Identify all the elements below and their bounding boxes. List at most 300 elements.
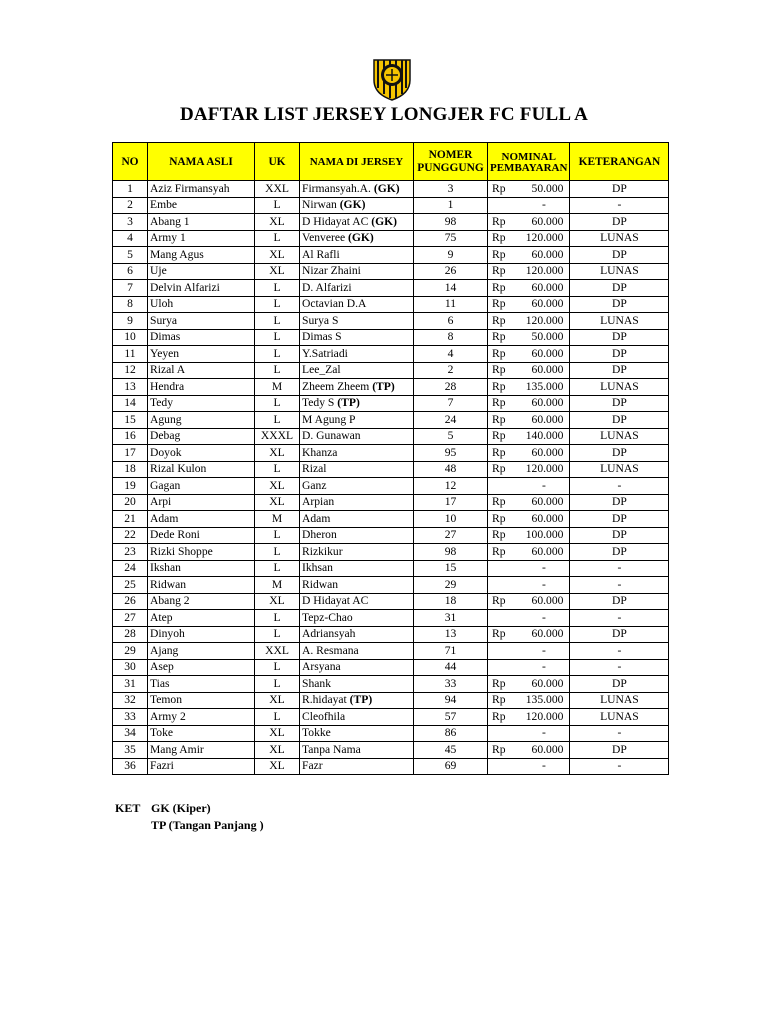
cell-currency: Rp bbox=[488, 362, 517, 379]
col-header-nomer-punggung: NOMER PUNGGUNG bbox=[414, 143, 488, 181]
cell-nama-jersey bbox=[300, 445, 414, 462]
cell-nama-jersey bbox=[300, 247, 414, 264]
jersey-name: Dimas S bbox=[302, 330, 342, 344]
cell-uk: L bbox=[255, 296, 300, 313]
cell-keterangan: DP bbox=[570, 412, 669, 429]
cell-keterangan: DP bbox=[570, 593, 669, 610]
jersey-name: Octavian D.A bbox=[302, 297, 367, 311]
cell-nomer: 44 bbox=[414, 659, 488, 676]
cell-no: 33 bbox=[113, 709, 148, 726]
cell-no: 2 bbox=[113, 197, 148, 214]
cell-nama-jersey bbox=[300, 593, 414, 610]
col-header-no: NO bbox=[113, 143, 148, 181]
cell-nama-jersey bbox=[300, 643, 414, 660]
table-row bbox=[113, 296, 669, 313]
cell-nomer: 95 bbox=[414, 445, 488, 462]
cell-currency: Rp bbox=[488, 296, 517, 313]
cell-keterangan: DP bbox=[570, 329, 669, 346]
cell-nomer: 75 bbox=[414, 230, 488, 247]
cell-currency bbox=[488, 478, 517, 495]
jersey-name: Venveree bbox=[302, 231, 346, 245]
jersey-name: D. Gunawan bbox=[302, 429, 361, 443]
cell-nama-jersey bbox=[300, 214, 414, 231]
cell-currency bbox=[488, 725, 517, 742]
cell-currency: Rp bbox=[488, 263, 517, 280]
cell-currency: Rp bbox=[488, 346, 517, 363]
jersey-name: Ganz bbox=[302, 478, 327, 492]
cell-nama-jersey bbox=[300, 428, 414, 445]
cell-keterangan: DP bbox=[570, 445, 669, 462]
cell-nama-asli: Abang 1 bbox=[148, 214, 255, 231]
table-row bbox=[113, 709, 669, 726]
cell-no: 30 bbox=[113, 659, 148, 676]
cell-nama-jersey bbox=[300, 395, 414, 412]
table-row bbox=[113, 247, 669, 264]
jersey-name: Rizal bbox=[302, 462, 327, 476]
jersey-name: Rizkikur bbox=[302, 544, 343, 558]
cell-keterangan: DP bbox=[570, 280, 669, 297]
legend-item: GK (Kiper) bbox=[151, 801, 211, 815]
cell-no: 1 bbox=[113, 181, 148, 198]
cell-uk: L bbox=[255, 313, 300, 330]
cell-no: 3 bbox=[113, 214, 148, 231]
cell-currency bbox=[488, 577, 517, 594]
cell-currency bbox=[488, 643, 517, 660]
cell-nominal: 60.000 bbox=[516, 511, 570, 528]
table-row bbox=[113, 593, 669, 610]
cell-uk: L bbox=[255, 362, 300, 379]
cell-uk: XL bbox=[255, 214, 300, 231]
jersey-name: Ikhsan bbox=[302, 561, 333, 575]
table-row bbox=[113, 379, 669, 396]
cell-nama-asli: Fazri bbox=[148, 758, 255, 775]
cell-uk: XL bbox=[255, 478, 300, 495]
cell-currency: Rp bbox=[488, 230, 517, 247]
cell-nama-asli: Delvin Alfarizi bbox=[148, 280, 255, 297]
cell-nominal: 120.000 bbox=[516, 263, 570, 280]
cell-keterangan: - bbox=[570, 560, 669, 577]
jersey-name: Ridwan bbox=[302, 577, 339, 591]
cell-uk: L bbox=[255, 626, 300, 643]
position-tag: (TP) bbox=[372, 379, 395, 393]
cell-nama-asli: Tedy bbox=[148, 395, 255, 412]
cell-nominal: 120.000 bbox=[516, 313, 570, 330]
cell-keterangan: DP bbox=[570, 395, 669, 412]
cell-uk: L bbox=[255, 527, 300, 544]
cell-nominal: 60.000 bbox=[516, 346, 570, 363]
cell-currency: Rp bbox=[488, 676, 517, 693]
cell-nama-jersey bbox=[300, 362, 414, 379]
cell-currency: Rp bbox=[488, 247, 517, 264]
cell-nominal: 60.000 bbox=[516, 626, 570, 643]
table-row bbox=[113, 758, 669, 775]
cell-currency: Rp bbox=[488, 379, 517, 396]
jersey-name: Shank bbox=[302, 676, 331, 690]
table-row bbox=[113, 280, 669, 297]
table-row bbox=[113, 346, 669, 363]
table-row bbox=[113, 428, 669, 445]
cell-nama-jersey bbox=[300, 659, 414, 676]
cell-currency: Rp bbox=[488, 214, 517, 231]
jersey-name: Cleofhila bbox=[302, 709, 346, 723]
table-row bbox=[113, 494, 669, 511]
jersey-name: Arsyana bbox=[302, 660, 341, 674]
cell-nominal: - bbox=[516, 197, 570, 214]
cell-nominal: 120.000 bbox=[516, 461, 570, 478]
cell-keterangan: DP bbox=[570, 181, 669, 198]
jersey-name: Firmansyah.A. bbox=[302, 181, 371, 195]
cell-nomer: 27 bbox=[414, 527, 488, 544]
jersey-name: D Hidayat AC bbox=[302, 594, 369, 608]
cell-keterangan: DP bbox=[570, 742, 669, 759]
cell-nominal: - bbox=[516, 725, 570, 742]
cell-nominal: 60.000 bbox=[516, 412, 570, 429]
cell-keterangan: DP bbox=[570, 626, 669, 643]
jersey-name: Zheem Zheem bbox=[302, 379, 370, 393]
cell-nama-asli: Army 1 bbox=[148, 230, 255, 247]
table-row bbox=[113, 560, 669, 577]
table-row bbox=[113, 544, 669, 561]
jersey-name: Y.Satriadi bbox=[302, 346, 348, 360]
table-row bbox=[113, 461, 669, 478]
cell-nominal: - bbox=[516, 758, 570, 775]
cell-nama-asli: Dede Roni bbox=[148, 527, 255, 544]
cell-nomer: 8 bbox=[414, 329, 488, 346]
cell-no: 15 bbox=[113, 412, 148, 429]
cell-nominal: 60.000 bbox=[516, 280, 570, 297]
table-row bbox=[113, 659, 669, 676]
cell-keterangan: - bbox=[570, 577, 669, 594]
jersey-name: M Agung P bbox=[302, 412, 356, 426]
cell-nominal: 60.000 bbox=[516, 494, 570, 511]
cell-nominal: - bbox=[516, 643, 570, 660]
cell-no: 5 bbox=[113, 247, 148, 264]
cell-nama-asli: Hendra bbox=[148, 379, 255, 396]
cell-nama-asli: Rizal A bbox=[148, 362, 255, 379]
cell-uk: L bbox=[255, 709, 300, 726]
cell-nomer: 11 bbox=[414, 296, 488, 313]
cell-no: 10 bbox=[113, 329, 148, 346]
cell-uk: L bbox=[255, 395, 300, 412]
cell-nama-asli: Tias bbox=[148, 676, 255, 693]
cell-uk: L bbox=[255, 346, 300, 363]
table-row bbox=[113, 230, 669, 247]
cell-currency bbox=[488, 610, 517, 627]
cell-keterangan: DP bbox=[570, 346, 669, 363]
jersey-name: Al Rafli bbox=[302, 247, 340, 261]
cell-keterangan: LUNAS bbox=[570, 692, 669, 709]
cell-uk: XL bbox=[255, 725, 300, 742]
cell-no: 23 bbox=[113, 544, 148, 561]
cell-nomer: 3 bbox=[414, 181, 488, 198]
cell-nomer: 29 bbox=[414, 577, 488, 594]
cell-nama-jersey bbox=[300, 313, 414, 330]
position-tag: (TP) bbox=[349, 693, 373, 707]
cell-nominal: 120.000 bbox=[516, 709, 570, 726]
jersey-name: D. Alfarizi bbox=[302, 280, 352, 294]
col-header-keterangan: KETERANGAN bbox=[570, 143, 669, 181]
cell-keterangan: LUNAS bbox=[570, 461, 669, 478]
cell-no: 16 bbox=[113, 428, 148, 445]
table-row bbox=[113, 478, 669, 495]
cell-uk: XL bbox=[255, 758, 300, 775]
cell-uk: L bbox=[255, 230, 300, 247]
cell-no: 14 bbox=[113, 395, 148, 412]
cell-nominal: 50.000 bbox=[516, 329, 570, 346]
cell-uk: L bbox=[255, 280, 300, 297]
cell-nama-asli: Toke bbox=[148, 725, 255, 742]
cell-currency: Rp bbox=[488, 494, 517, 511]
cell-nama-asli: Adam bbox=[148, 511, 255, 528]
cell-nominal: - bbox=[516, 659, 570, 676]
cell-currency: Rp bbox=[488, 395, 517, 412]
cell-nama-jersey bbox=[300, 263, 414, 280]
cell-nama-asli: Doyok bbox=[148, 445, 255, 462]
cell-nama-asli: Abang 2 bbox=[148, 593, 255, 610]
cell-nama-asli: Uloh bbox=[148, 296, 255, 313]
table-row bbox=[113, 577, 669, 594]
table-row bbox=[113, 313, 669, 330]
cell-nominal: 50.000 bbox=[516, 181, 570, 198]
cell-uk: M bbox=[255, 577, 300, 594]
cell-no: 22 bbox=[113, 527, 148, 544]
cell-nama-jersey bbox=[300, 329, 414, 346]
cell-nama-asli: Dimas bbox=[148, 329, 255, 346]
legend-label: KET bbox=[115, 801, 141, 815]
jersey-name: A. Resmana bbox=[302, 643, 359, 657]
cell-no: 25 bbox=[113, 577, 148, 594]
cell-nomer: 14 bbox=[414, 280, 488, 297]
cell-nomer: 33 bbox=[414, 676, 488, 693]
cell-keterangan: LUNAS bbox=[570, 379, 669, 396]
col-header-nama-asli: NAMA ASLI bbox=[148, 143, 255, 181]
cell-nominal: - bbox=[516, 560, 570, 577]
col-header-nama-jersey: NAMA DI JERSEY bbox=[300, 143, 414, 181]
cell-nomer: 12 bbox=[414, 478, 488, 495]
cell-keterangan: DP bbox=[570, 362, 669, 379]
cell-nama-jersey bbox=[300, 511, 414, 528]
cell-nama-asli: Uje bbox=[148, 263, 255, 280]
cell-nama-jersey bbox=[300, 725, 414, 742]
table-row bbox=[113, 263, 669, 280]
jersey-name: Tanpa Nama bbox=[302, 742, 361, 756]
cell-currency: Rp bbox=[488, 742, 517, 759]
cell-currency bbox=[488, 659, 517, 676]
cell-nama-asli: Rizal Kulon bbox=[148, 461, 255, 478]
cell-nama-jersey bbox=[300, 478, 414, 495]
jersey-table bbox=[112, 142, 669, 775]
cell-nama-jersey bbox=[300, 676, 414, 693]
cell-no: 11 bbox=[113, 346, 148, 363]
cell-keterangan: DP bbox=[570, 247, 669, 264]
cell-uk: XL bbox=[255, 247, 300, 264]
cell-keterangan: DP bbox=[570, 527, 669, 544]
table-row bbox=[113, 329, 669, 346]
cell-no: 13 bbox=[113, 379, 148, 396]
cell-uk: L bbox=[255, 676, 300, 693]
club-crest-icon bbox=[368, 54, 416, 102]
cell-nama-asli: Rizki Shoppe bbox=[148, 544, 255, 561]
cell-keterangan: DP bbox=[570, 214, 669, 231]
cell-nominal: 120.000 bbox=[516, 230, 570, 247]
cell-keterangan: - bbox=[570, 478, 669, 495]
header-row bbox=[113, 143, 669, 181]
cell-nama-asli: Aziz Firmansyah bbox=[148, 181, 255, 198]
cell-keterangan: LUNAS bbox=[570, 709, 669, 726]
cell-nomer: 48 bbox=[414, 461, 488, 478]
cell-nama-jersey bbox=[300, 296, 414, 313]
cell-keterangan: DP bbox=[570, 511, 669, 528]
cell-nominal: 60.000 bbox=[516, 445, 570, 462]
cell-nominal: 60.000 bbox=[516, 676, 570, 693]
cell-nama-asli: Embe bbox=[148, 197, 255, 214]
cell-no: 26 bbox=[113, 593, 148, 610]
cell-nomer: 24 bbox=[414, 412, 488, 429]
table-row bbox=[113, 412, 669, 429]
cell-uk: L bbox=[255, 197, 300, 214]
jersey-name: Arpian bbox=[302, 495, 335, 509]
cell-nomer: 98 bbox=[414, 544, 488, 561]
cell-nomer: 71 bbox=[414, 643, 488, 660]
cell-nama-asli: Gagan bbox=[148, 478, 255, 495]
cell-nama-jersey bbox=[300, 346, 414, 363]
cell-nomer: 86 bbox=[414, 725, 488, 742]
cell-nama-asli: Debag bbox=[148, 428, 255, 445]
cell-nama-jersey bbox=[300, 461, 414, 478]
jersey-name: Nirwan bbox=[302, 198, 337, 212]
cell-nominal: 60.000 bbox=[516, 214, 570, 231]
cell-nominal: 60.000 bbox=[516, 296, 570, 313]
jersey-name: R.hidayat bbox=[302, 693, 347, 707]
cell-nominal: 135.000 bbox=[516, 379, 570, 396]
table-row bbox=[113, 527, 669, 544]
cell-nama-asli: Mang Amir bbox=[148, 742, 255, 759]
cell-no: 36 bbox=[113, 758, 148, 775]
cell-nama-jersey bbox=[300, 610, 414, 627]
cell-currency: Rp bbox=[488, 544, 517, 561]
cell-no: 17 bbox=[113, 445, 148, 462]
cell-keterangan: LUNAS bbox=[570, 230, 669, 247]
cell-uk: XL bbox=[255, 742, 300, 759]
page-title: DAFTAR LIST JERSEY LONGJER FC FULL A bbox=[179, 104, 589, 125]
cell-keterangan: - bbox=[570, 659, 669, 676]
cell-no: 20 bbox=[113, 494, 148, 511]
cell-no: 18 bbox=[113, 461, 148, 478]
cell-nama-jersey bbox=[300, 494, 414, 511]
cell-nama-asli: Dinyoh bbox=[148, 626, 255, 643]
cell-uk: XL bbox=[255, 593, 300, 610]
cell-nama-jersey bbox=[300, 412, 414, 429]
cell-nama-jersey bbox=[300, 758, 414, 775]
cell-nama-jersey bbox=[300, 692, 414, 709]
cell-no: 31 bbox=[113, 676, 148, 693]
cell-uk: L bbox=[255, 329, 300, 346]
jersey-name: Khanza bbox=[302, 445, 338, 459]
cell-nama-asli: Mang Agus bbox=[148, 247, 255, 264]
jersey-name: Dheron bbox=[302, 528, 337, 542]
table-row bbox=[113, 395, 669, 412]
col-header-nominal: NOMINAL PEMBAYARAN bbox=[488, 143, 570, 181]
cell-nama-asli: Agung bbox=[148, 412, 255, 429]
cell-uk: XL bbox=[255, 445, 300, 462]
cell-keterangan: DP bbox=[570, 544, 669, 561]
cell-currency: Rp bbox=[488, 329, 517, 346]
cell-nomer: 13 bbox=[414, 626, 488, 643]
position-tag: (GK) bbox=[373, 181, 400, 195]
cell-nama-asli: Ajang bbox=[148, 643, 255, 660]
cell-no: 6 bbox=[113, 263, 148, 280]
cell-uk: L bbox=[255, 610, 300, 627]
cell-currency: Rp bbox=[488, 461, 517, 478]
cell-nominal: 60.000 bbox=[516, 593, 570, 610]
table-row bbox=[113, 214, 669, 231]
cell-currency: Rp bbox=[488, 709, 517, 726]
table-row bbox=[113, 676, 669, 693]
jersey-name: Adriansyah bbox=[302, 627, 356, 641]
col-header-uk: UK bbox=[255, 143, 300, 181]
cell-keterangan: LUNAS bbox=[570, 263, 669, 280]
cell-nomer: 1 bbox=[414, 197, 488, 214]
table-row bbox=[113, 725, 669, 742]
cell-currency: Rp bbox=[488, 511, 517, 528]
cell-currency: Rp bbox=[488, 626, 517, 643]
cell-nomer: 2 bbox=[414, 362, 488, 379]
cell-uk: XXXL bbox=[255, 428, 300, 445]
cell-nama-asli: Ikshan bbox=[148, 560, 255, 577]
cell-nominal: 60.000 bbox=[516, 742, 570, 759]
legend bbox=[115, 800, 264, 834]
cell-uk: L bbox=[255, 544, 300, 561]
cell-currency: Rp bbox=[488, 428, 517, 445]
cell-uk: L bbox=[255, 461, 300, 478]
legend-item: TP (Tangan Panjang ) bbox=[151, 818, 264, 832]
cell-currency: Rp bbox=[488, 280, 517, 297]
cell-nama-jersey bbox=[300, 197, 414, 214]
cell-uk: XL bbox=[255, 692, 300, 709]
cell-nomer: 69 bbox=[414, 758, 488, 775]
jersey-name: Tokke bbox=[302, 726, 331, 740]
cell-nominal: 60.000 bbox=[516, 395, 570, 412]
cell-currency: Rp bbox=[488, 412, 517, 429]
cell-nomer: 18 bbox=[414, 593, 488, 610]
cell-no: 27 bbox=[113, 610, 148, 627]
cell-nama-asli: Ridwan bbox=[148, 577, 255, 594]
cell-uk: M bbox=[255, 379, 300, 396]
cell-no: 12 bbox=[113, 362, 148, 379]
cell-nomer: 31 bbox=[414, 610, 488, 627]
cell-no: 32 bbox=[113, 692, 148, 709]
cell-currency bbox=[488, 560, 517, 577]
position-tag: (TP) bbox=[337, 396, 360, 410]
cell-no: 24 bbox=[113, 560, 148, 577]
cell-nominal: 100.000 bbox=[516, 527, 570, 544]
cell-uk: XL bbox=[255, 494, 300, 511]
position-tag: (GK) bbox=[348, 231, 374, 245]
cell-uk: L bbox=[255, 659, 300, 676]
cell-currency bbox=[488, 758, 517, 775]
cell-nama-jersey bbox=[300, 527, 414, 544]
cell-currency bbox=[488, 197, 517, 214]
cell-nomer: 6 bbox=[414, 313, 488, 330]
cell-uk: XXL bbox=[255, 643, 300, 660]
cell-no: 29 bbox=[113, 643, 148, 660]
cell-no: 9 bbox=[113, 313, 148, 330]
cell-uk: XXL bbox=[255, 181, 300, 198]
table-row bbox=[113, 511, 669, 528]
cell-nomer: 94 bbox=[414, 692, 488, 709]
table-row bbox=[113, 445, 669, 462]
cell-uk: M bbox=[255, 511, 300, 528]
